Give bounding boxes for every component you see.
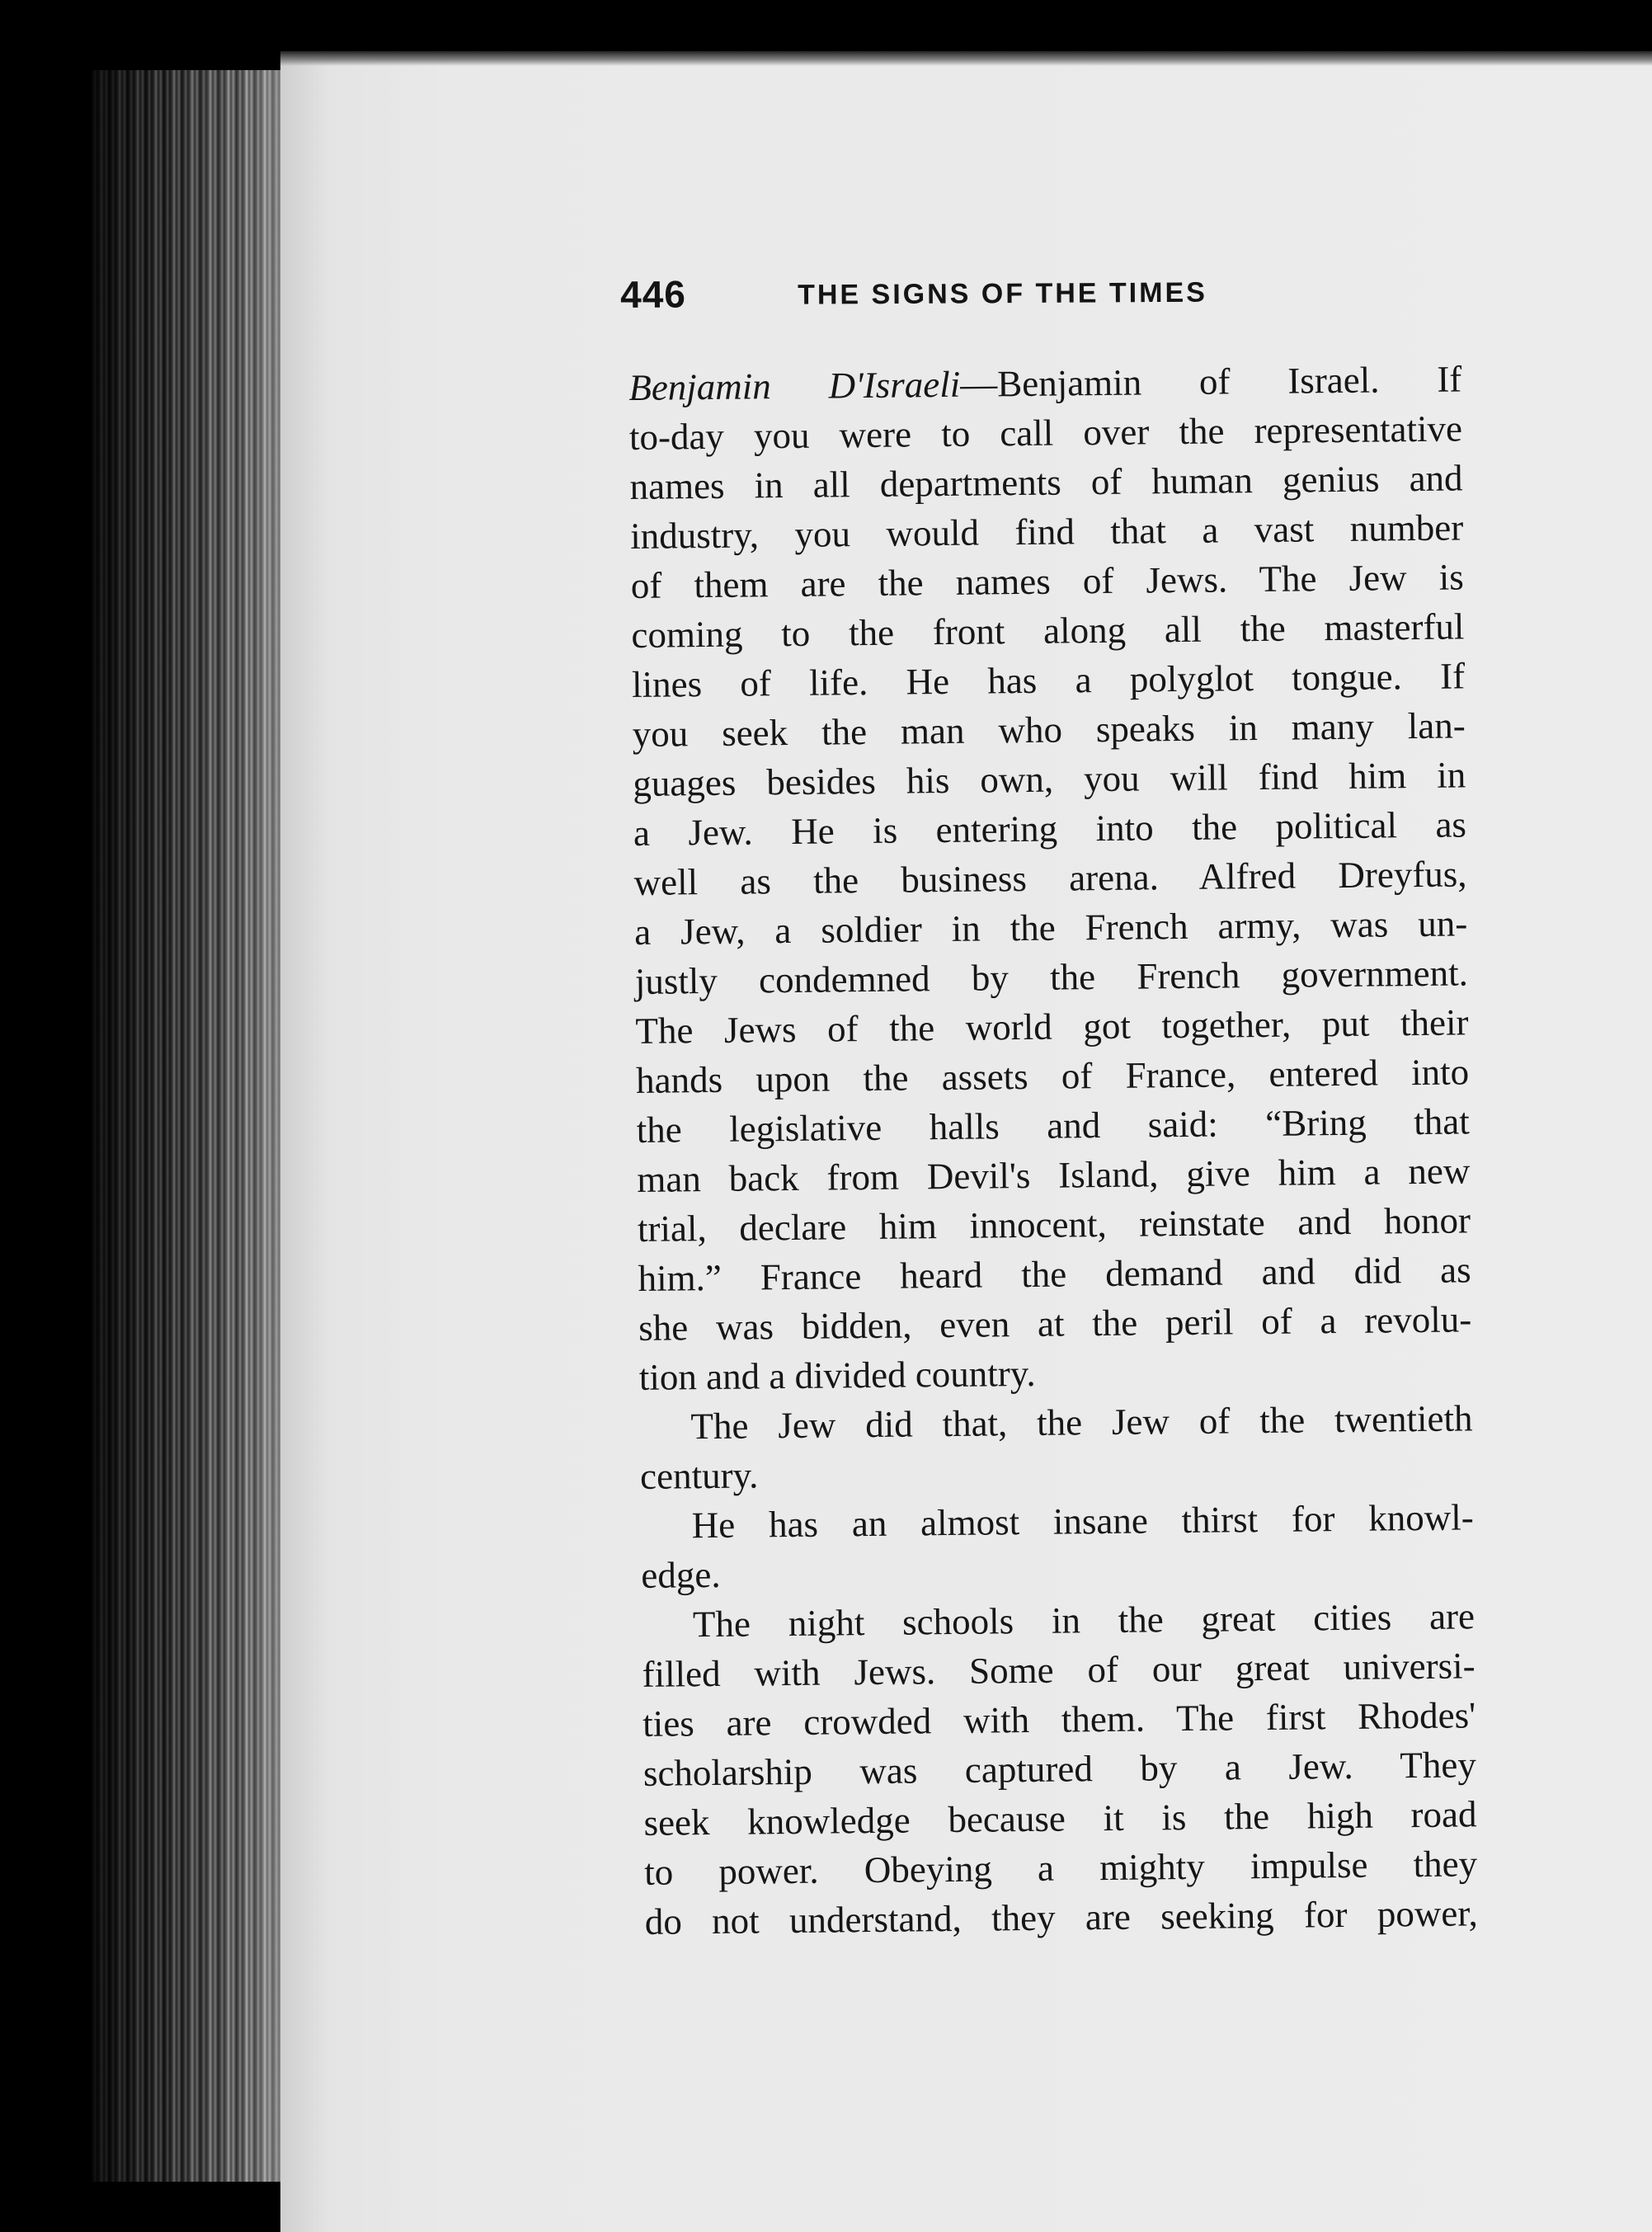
text-line: a Jew, a soldier in the French army, was un-	[633, 902, 1468, 953]
text-line: do not understand, they are seeking for power,	[644, 1892, 1478, 1942]
text-line: the legislative halls and said: “Bring that	[636, 1100, 1470, 1151]
text-line-rest: —Benjamin of Israel. If	[959, 358, 1462, 405]
text-line: him.” France heard the demand and did as	[638, 1249, 1471, 1299]
text-line: to power. Obeying a mighty impulse they	[643, 1843, 1478, 1893]
text-line: she was bidden, even at the peril of a revolu-	[638, 1298, 1472, 1349]
text-line: scholarship was captured by a Jew. They	[642, 1744, 1477, 1794]
body-text	[628, 354, 1478, 1946]
italic-name: Benjamin D'Israeli	[628, 363, 961, 408]
text-line: justly condemned by the French government.	[634, 952, 1469, 1002]
text-line: a Jew. He is entering into the political as	[633, 803, 1467, 854]
text-line: lines of life. He has a polyglot tongue. If	[631, 655, 1466, 705]
text-line: seek knowledge because it is the high road	[643, 1793, 1477, 1844]
text-line: industry, you would find that a vast number	[629, 506, 1464, 557]
text-line: edge.	[641, 1553, 721, 1596]
text-line: The Jew did that, the Jew of the twentieth	[690, 1397, 1473, 1448]
text-line: man back from Devil's Island, give him a new	[637, 1150, 1471, 1200]
running-head	[620, 267, 1445, 322]
text-line: The Jews of the world got together, put their	[635, 1001, 1469, 1052]
text-line: hands upon the assets of France, entered into	[635, 1051, 1470, 1101]
text-line: ties are crowded with them. The first Rhodes'	[642, 1694, 1476, 1745]
text-line: trial, declare him innocent, reinstate and honor	[637, 1199, 1471, 1250]
page-number: 446	[620, 272, 687, 316]
text-line: He has an almost insane thirst for knowl-	[691, 1496, 1474, 1547]
book-page-edges	[91, 70, 297, 2182]
text-line: well as the business arena. Alfred Dreyfus,	[633, 853, 1467, 903]
page-top-shadow	[280, 51, 1652, 66]
text-line: filled with Jews. Some of our great universi-	[642, 1645, 1476, 1695]
text-line: to-day you were to call over the representative	[628, 407, 1463, 458]
text-line: The night schools in the great cities are	[692, 1595, 1476, 1646]
text-line: of them are the names of Jews. The Jew is	[630, 556, 1465, 606]
text-line: coming to the front along all the masterful	[631, 605, 1465, 656]
running-title: THE SIGNS OF THE TIMES	[798, 276, 1207, 311]
text-line: you seek the man who speaks in many lan-	[632, 704, 1466, 755]
text-line: guages besides his own, you will find him in	[633, 754, 1466, 804]
text-line: tion and a divided country.	[638, 1352, 1036, 1398]
text-line: century.	[639, 1454, 759, 1497]
text-line	[628, 354, 1462, 412]
text-line: names in all departments of human genius and	[629, 457, 1463, 507]
